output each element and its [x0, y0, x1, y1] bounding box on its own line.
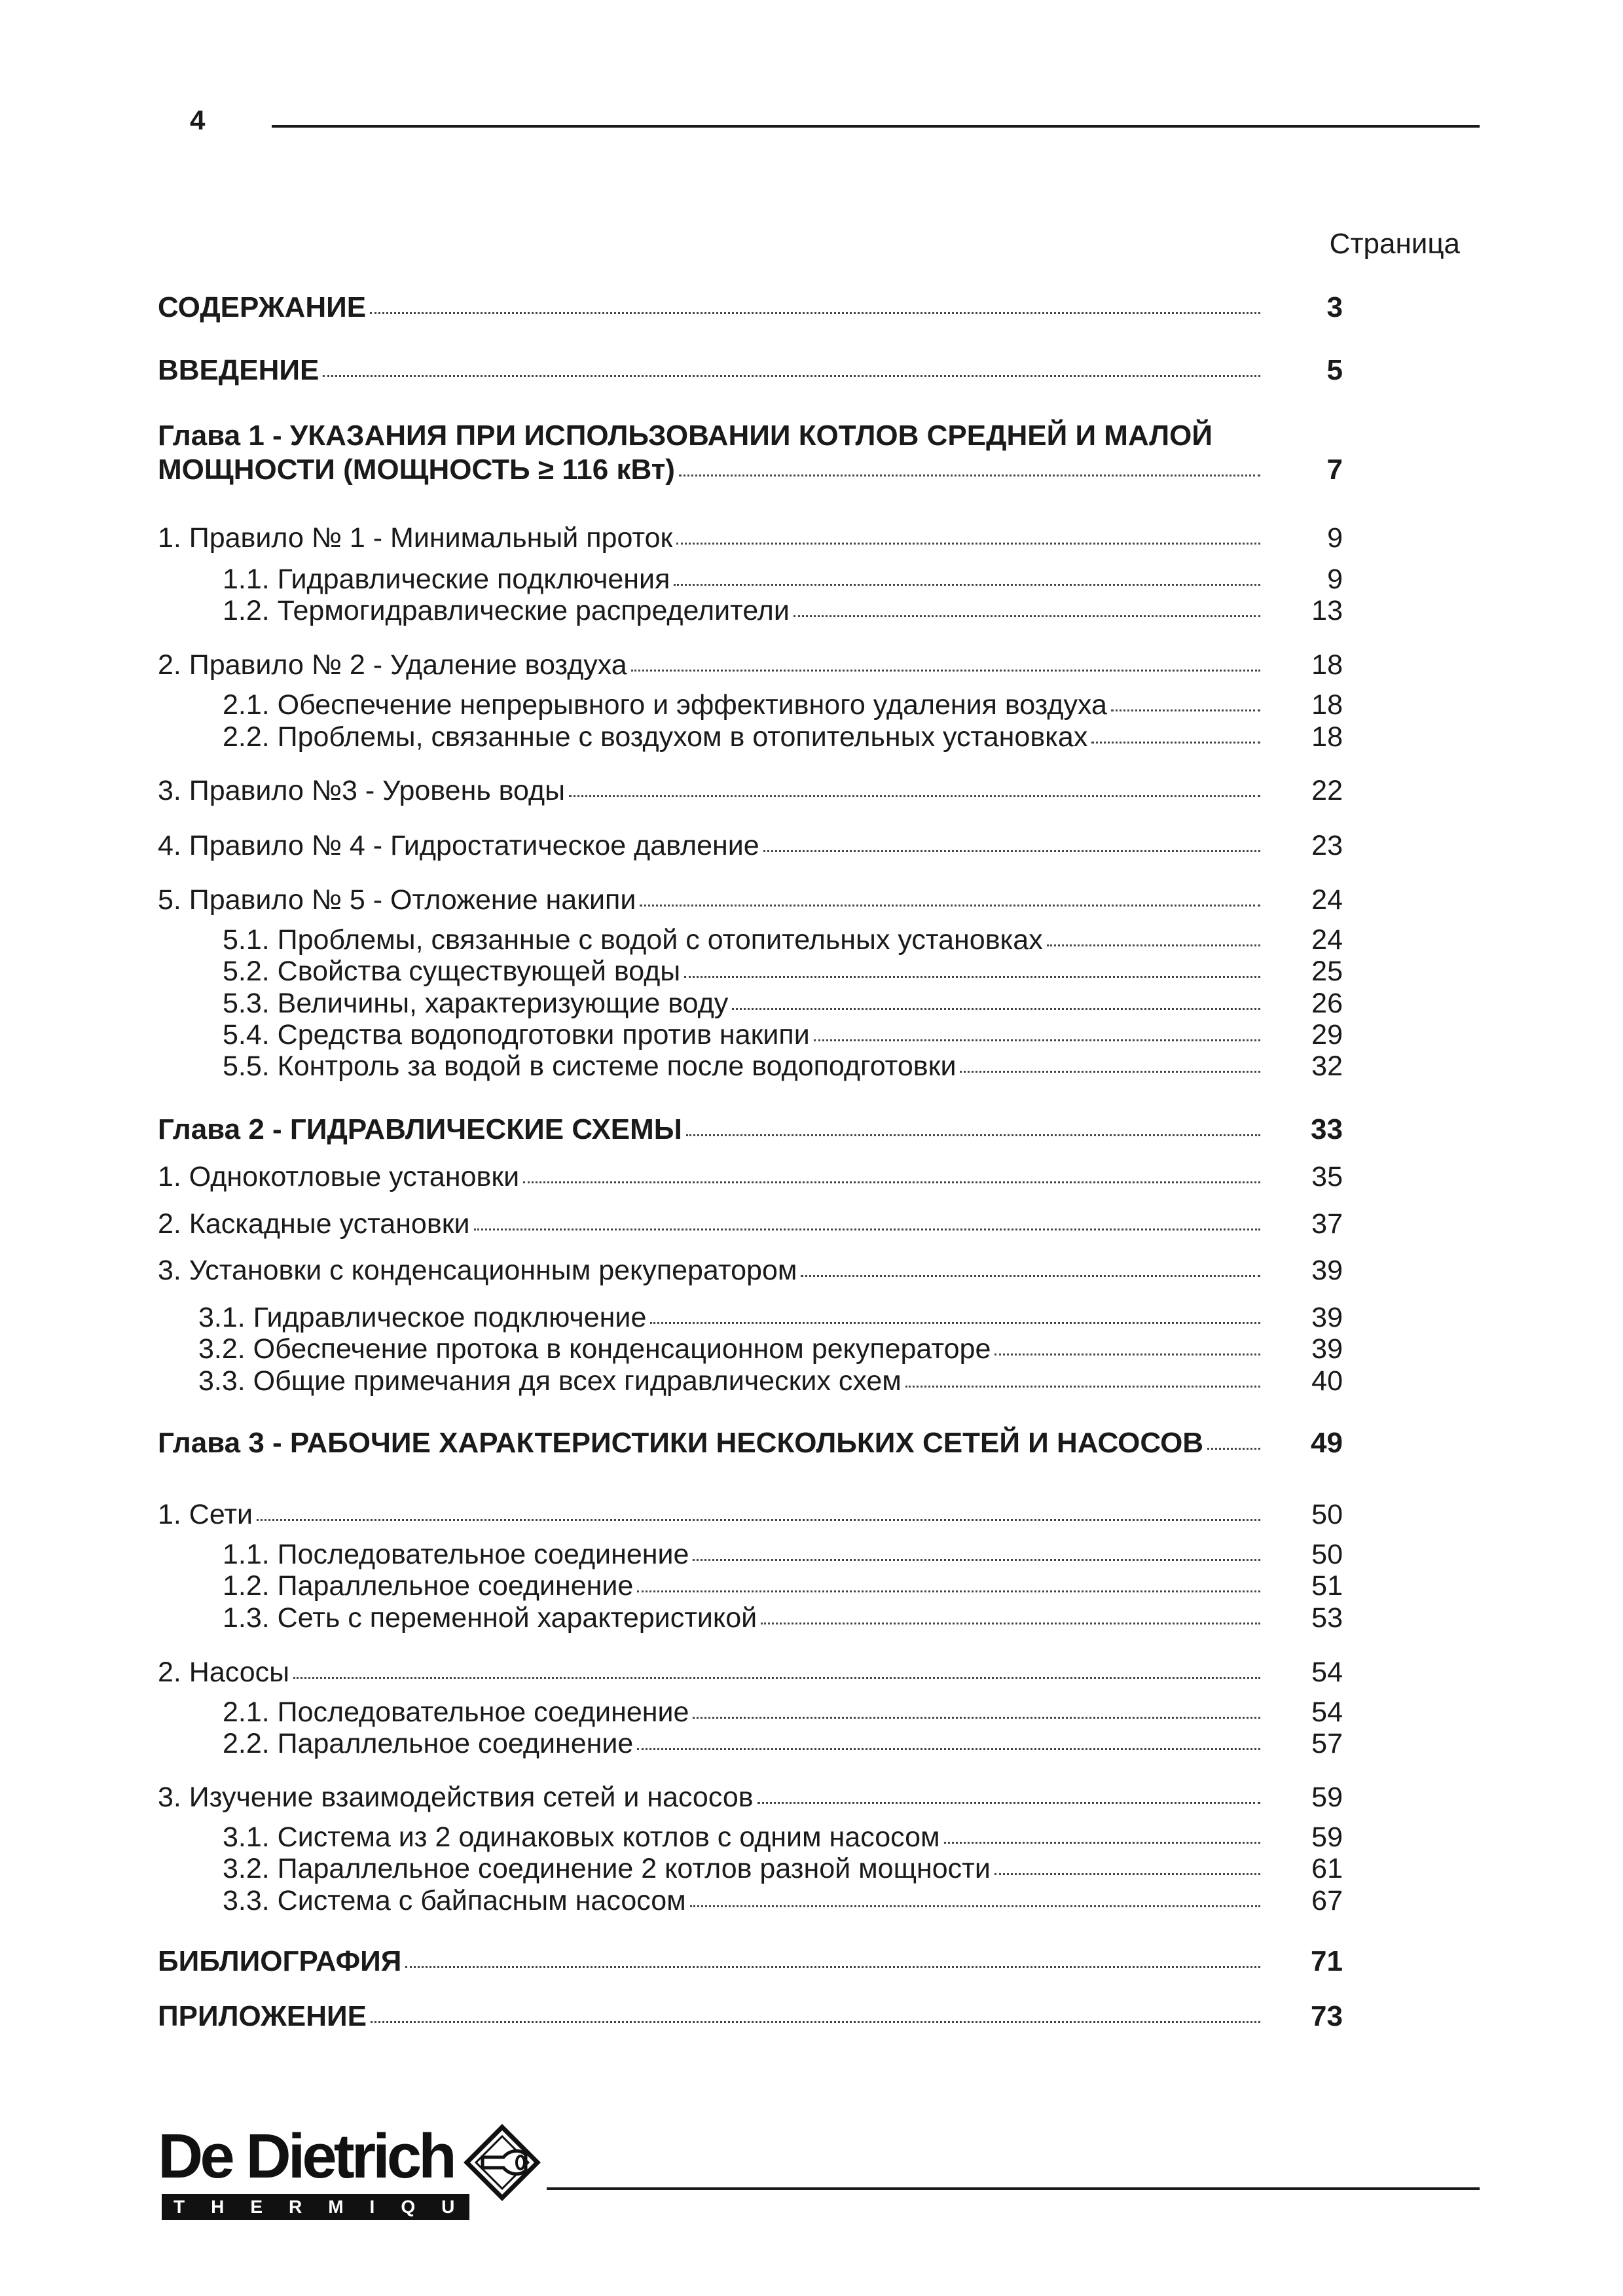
dot-leader	[793, 615, 1260, 617]
dot-leader	[693, 1716, 1260, 1719]
toc-title: 2.1. Последовательное соединение	[223, 1696, 689, 1728]
toc-entry[interactable]	[158, 1778, 1343, 1817]
toc-title: 3.3. Общие примечания дя всех гидравлических схем	[198, 1365, 902, 1397]
dot-leader	[293, 1676, 1260, 1679]
toc-title: 4. Правило № 4 - Гидростатическое давление	[158, 830, 759, 861]
toc-entry[interactable]	[158, 1653, 1343, 1692]
toc-entry[interactable]	[198, 1361, 1343, 1401]
toc-title: 3.3. Система с байпасным насосом	[223, 1885, 686, 1916]
toc-title: 2.1. Обеспечение непрерывного и эффективного удаления воздуха	[223, 689, 1107, 721]
toc-title: Глава 3 - РАБОЧИЕ ХАРАКТЕРИСТИКИ НЕСКОЛЬКИХ СЕТЕЙ И НАСОСОВ	[158, 1427, 1204, 1459]
toc-entry[interactable]	[223, 1881, 1343, 1920]
toc-entry[interactable]	[158, 1251, 1343, 1290]
dot-leader	[405, 1965, 1260, 1968]
toc-entry-bibliography[interactable]	[158, 1942, 1343, 1981]
dot-leader	[686, 1134, 1260, 1136]
toc-page: 54	[1311, 1657, 1343, 1688]
toc-page: 13	[1311, 595, 1343, 626]
toc-entry[interactable]	[158, 1157, 1343, 1196]
toc-title: 1. Сети	[158, 1499, 253, 1530]
toc-entry-chapter-3[interactable]	[158, 1424, 1343, 1463]
toc-entry[interactable]	[158, 1495, 1343, 1534]
toc-entry-vvedenie[interactable]	[158, 351, 1343, 390]
toc-entry-chapter-1[interactable]	[158, 450, 1343, 490]
toc-page: 18	[1311, 689, 1343, 721]
toc-page: 29	[1311, 1019, 1343, 1050]
dot-leader	[569, 795, 1260, 797]
toc-title: 5.5. Контроль за водой в системе после водоподготовки	[223, 1050, 957, 1082]
toc-page: 37	[1311, 1208, 1343, 1240]
toc-page: 59	[1311, 1821, 1343, 1853]
dot-leader	[690, 1905, 1260, 1907]
toc-page: 39	[1311, 1302, 1343, 1333]
toc-entry-chapter-2[interactable]	[158, 1110, 1343, 1149]
toc-page: 5	[1326, 354, 1343, 386]
toc-page: 18	[1311, 721, 1343, 753]
dot-leader	[1047, 944, 1260, 946]
toc-title: 2.2. Проблемы, связанные с воздухом в отопительных установках	[223, 721, 1088, 753]
toc-page: 71	[1311, 1945, 1343, 1977]
toc-page: 39	[1311, 1255, 1343, 1286]
toc-title: 1. Однокотловые установки	[158, 1161, 520, 1193]
dot-leader	[960, 1070, 1260, 1073]
toc-page: 22	[1311, 775, 1343, 806]
toc-title: Глава 2 - ГИДРАВЛИЧЕСКИЕ СХЕМЫ	[158, 1113, 682, 1145]
dot-leader	[761, 1622, 1260, 1624]
page-number: 4	[190, 105, 206, 135]
dot-leader	[257, 1518, 1260, 1521]
toc-page: 35	[1311, 1161, 1343, 1193]
toc-page: 9	[1327, 564, 1343, 595]
toc-page: 7	[1326, 454, 1343, 486]
toc-page: 67	[1311, 1885, 1343, 1916]
dot-leader	[693, 1558, 1260, 1561]
dot-leader	[1111, 709, 1260, 711]
toc-title: ВВЕДЕНИЕ	[158, 354, 319, 386]
toc-page: 59	[1311, 1782, 1343, 1813]
dot-leader	[650, 1321, 1260, 1324]
toc-page: 50	[1311, 1539, 1343, 1570]
toc-page: 3	[1326, 291, 1343, 323]
dot-leader	[1091, 741, 1260, 744]
dot-leader	[684, 975, 1260, 978]
dot-leader	[801, 1274, 1260, 1277]
toc-title: 5.4. Средства водоподготовки против накипи	[223, 1019, 810, 1050]
dot-leader	[523, 1181, 1260, 1183]
dot-leader	[674, 583, 1260, 586]
toc-title: 3.1. Гидравлическое подключение	[198, 1302, 647, 1333]
dot-leader	[994, 1353, 1260, 1355]
dot-leader	[814, 1039, 1260, 1041]
toc-title: СОДЕРЖАНИЕ	[158, 291, 367, 323]
toc-entry[interactable]	[223, 1724, 1343, 1763]
toc-page: 39	[1311, 1333, 1343, 1365]
toc-title: 2.2. Параллельное соединение	[223, 1728, 634, 1759]
dot-leader	[1207, 1447, 1260, 1450]
dot-leader	[631, 669, 1260, 672]
toc-page: 26	[1311, 988, 1343, 1019]
toc-page: 24	[1311, 924, 1343, 956]
toc-page: 18	[1311, 649, 1343, 681]
dot-leader	[944, 1841, 1260, 1844]
toc-page: 24	[1311, 884, 1343, 916]
toc-title: БИБЛИОГРАФИЯ	[158, 1945, 402, 1977]
toc-page: 54	[1311, 1696, 1343, 1728]
dot-leader	[994, 1873, 1260, 1875]
toc-page: 32	[1311, 1050, 1343, 1082]
toc-entry[interactable]	[158, 645, 1343, 685]
toc-title: 5. Правило № 5 - Отложение накипи	[158, 884, 636, 916]
toc-title: 5.2. Свойства существующей воды	[223, 956, 681, 987]
toc-title: 2. Каскадные установки	[158, 1208, 470, 1240]
dot-leader	[640, 904, 1260, 906]
toc-entry[interactable]	[223, 1047, 1343, 1086]
dot-leader	[732, 1007, 1260, 1010]
toc-title: 2. Правило № 2 - Удаление воздуха	[158, 649, 627, 681]
toc-title: 5.3. Величины, характеризующие воду	[223, 988, 729, 1019]
toc-title: 3. Установки с конденсационным рекуператором	[158, 1255, 797, 1286]
toc-page: 51	[1311, 1570, 1343, 1602]
footer-rule	[547, 2187, 1480, 2190]
toc-title: 1.3. Сеть с переменной характеристикой	[223, 1602, 757, 1634]
toc-title: 1.1. Последовательное соединение	[223, 1539, 689, 1570]
toc-entry[interactable]	[158, 826, 1343, 865]
brand-name: De Dietrich	[158, 2121, 454, 2191]
toc-title: 1.1. Гидравлические подключения	[223, 564, 670, 595]
toc-page: 61	[1311, 1853, 1343, 1884]
toc-entry-soderzhanie[interactable]	[158, 288, 1343, 327]
toc-title: 3. Правило №3 - Уровень воды	[158, 775, 566, 806]
dot-leader	[637, 1748, 1260, 1750]
page-column-caption: Страница	[1329, 228, 1460, 260]
toc-page: 53	[1311, 1602, 1343, 1634]
toc-page: 73	[1311, 2000, 1343, 2032]
toc-title: 1. Правило № 1 - Минимальный проток	[158, 522, 673, 554]
dot-leader	[763, 850, 1260, 852]
toc-title: 3.1. Система из 2 одинаковых котлов с одним насосом	[223, 1821, 940, 1853]
toc-title: МОЩНОСТИ (МОЩНОСТЬ ≥ 116 кВт)	[158, 454, 675, 486]
toc-page: 23	[1311, 830, 1343, 861]
toc-page: 57	[1311, 1728, 1343, 1759]
toc-title: 5.1. Проблемы, связанные с водой с отопительных установках	[223, 924, 1043, 956]
dot-leader	[905, 1385, 1260, 1388]
dot-leader	[676, 542, 1260, 545]
toc-title: 1.2. Термогидравлические распределители	[223, 595, 790, 626]
toc-title: 3.2. Обеспечение протока в конденсационном рекуператоре	[198, 1333, 991, 1365]
dot-leader	[679, 474, 1260, 476]
toc-page: 9	[1327, 522, 1343, 554]
toc-entry[interactable]	[158, 771, 1343, 810]
toc-page: 40	[1311, 1365, 1343, 1397]
toc-entry-appendix[interactable]	[158, 1997, 1343, 2036]
toc-entry[interactable]	[158, 518, 1343, 558]
toc-page: 25	[1311, 956, 1343, 987]
dot-leader	[474, 1228, 1260, 1230]
de-dietrich-logo	[158, 2121, 544, 2232]
toc-page: 33	[1311, 1113, 1343, 1145]
toc-entry[interactable]	[158, 1204, 1343, 1244]
dot-leader	[371, 2020, 1260, 2023]
toc-title: 3.2. Параллельное соединение 2 котлов разной мощности	[223, 1853, 991, 1884]
toc-page: 50	[1311, 1499, 1343, 1530]
dot-leader	[637, 1590, 1260, 1592]
dot-leader	[370, 312, 1260, 314]
toc-page: 49	[1311, 1427, 1343, 1459]
toc-title: ПРИЛОЖЕНИЕ	[158, 2000, 367, 2032]
brand-subtitle: THERMIQUE	[162, 2194, 469, 2220]
dot-leader	[323, 374, 1260, 377]
toc-entry[interactable]	[223, 591, 1343, 630]
toc-entry[interactable]	[223, 717, 1343, 757]
toc-title: 1.2. Параллельное соединение	[223, 1570, 634, 1602]
toc-entry[interactable]	[223, 1598, 1343, 1638]
toc-title: 2. Насосы	[158, 1657, 290, 1688]
chapter-1-title-line-1[interactable]: Глава 1 - УКАЗАНИЯ ПРИ ИСПОЛЬЗОВАНИИ КОТЛОВ СРЕДНЕЙ И МАЛОЙ	[158, 420, 1213, 452]
toc-title: 3. Изучение взаимодействия сетей и насосов	[158, 1782, 754, 1813]
diamond-horn-icon	[463, 2123, 541, 2202]
dot-leader	[757, 1801, 1260, 1804]
toc-entry[interactable]	[158, 880, 1343, 920]
